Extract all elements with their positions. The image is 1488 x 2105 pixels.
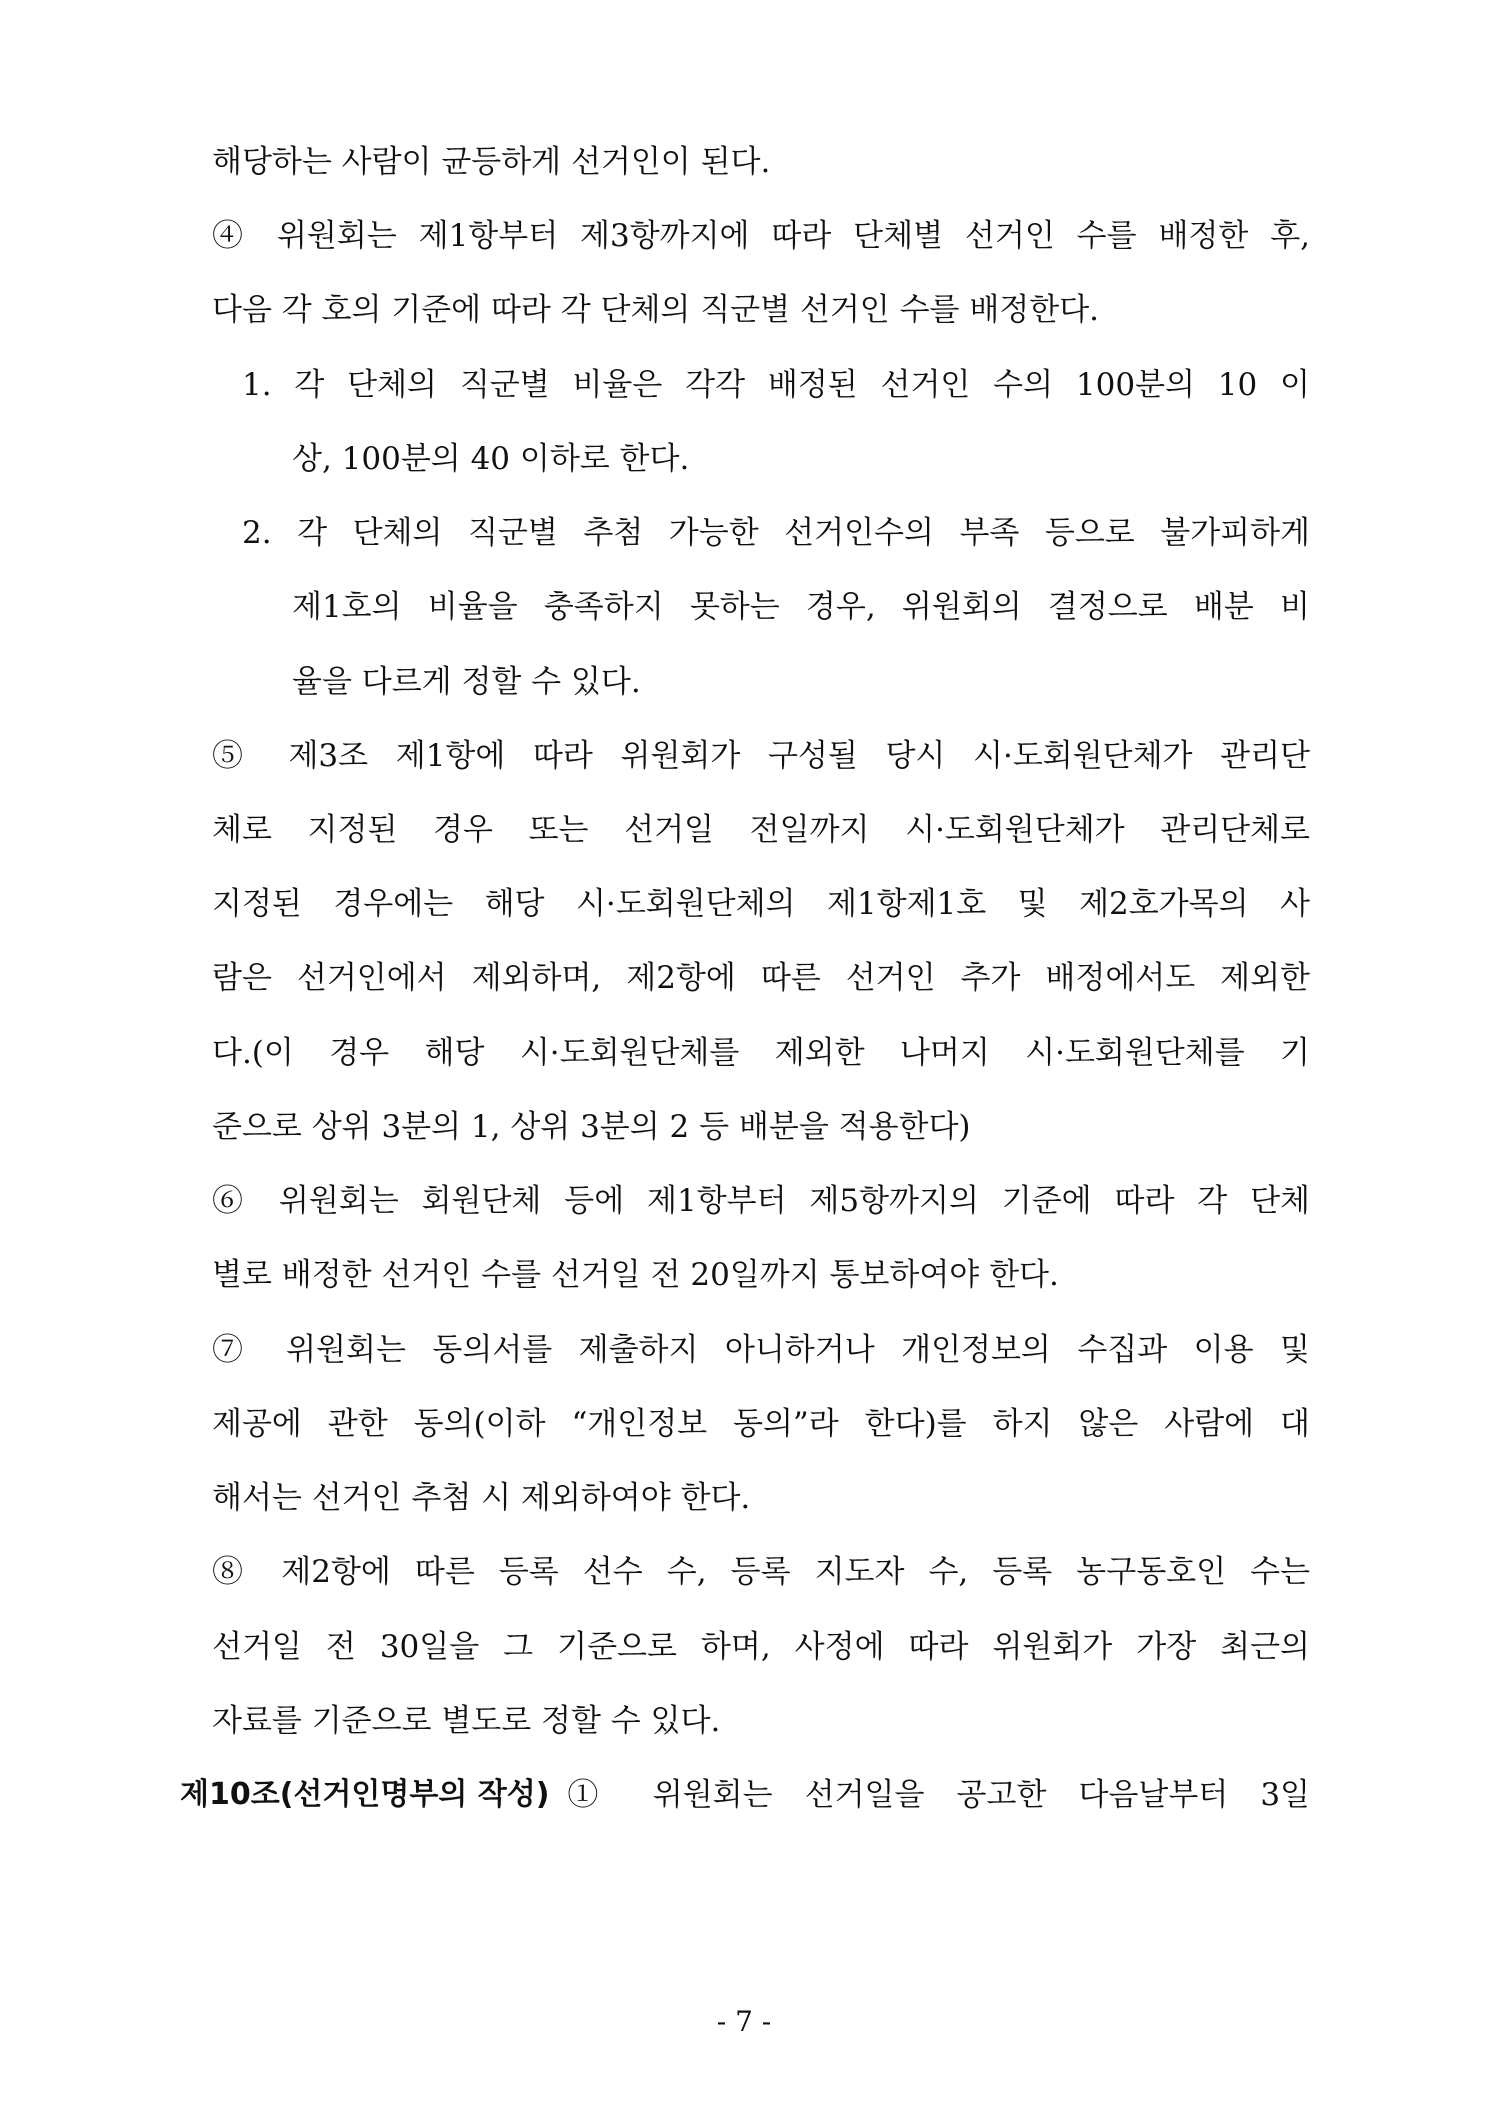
- text-line: 선거일 전 30일을 그 기준으로 하며, 사정에 따라 위원회가 가장 최근의: [212, 1629, 1310, 1665]
- paragraph-8-line: ⑧ 제2항에 따른 등록 선수 수, 등록 지도자 수, 등록 농구동호인 수는: [212, 1554, 1310, 1590]
- text-line: 율을 다르게 정할 수 있다.: [292, 664, 641, 700]
- paragraph-6-line: ⑥ 위원회는 회원단체 등에 제1항부터 제5항까지의 기준에 따라 각 단체: [212, 1183, 1310, 1219]
- text-line: 해당하는 사람이 균등하게 선거인이 된다.: [212, 144, 771, 180]
- text-line: 지정된 경우에는 해당 시·도회원단체의 제1항제1호 및 제2호가목의 사: [212, 886, 1310, 922]
- text-line: 제공에 관한 동의(이하 “개인정보 동의”라 한다)를 하지 않은 사람에 대: [212, 1406, 1310, 1442]
- text-line: 제1호의 비율을 충족하지 못하는 경우, 위원회의 결정으로 배분 비: [292, 589, 1310, 625]
- text-line: 준으로 상위 3분의 1, 상위 3분의 2 등 배분을 적용한다): [212, 1109, 971, 1145]
- paragraph-7-line: ⑦ 위원회는 동의서를 제출하지 아니하거나 개인정보의 수집과 이용 및: [212, 1332, 1310, 1368]
- text-line: 다음 각 호의 기준에 따라 각 단체의 직군별 선거인 수를 배정한다.: [212, 292, 1099, 328]
- page-number: - 7 -: [716, 2005, 772, 2038]
- item-2-line: 2. 각 단체의 직군별 추첨 가능한 선거인수의 부족 등으로 불가피하게: [242, 515, 1310, 551]
- item-1-line: 1. 각 단체의 직군별 비율은 각각 배정된 선거인 수의 100분의 10 이: [242, 367, 1310, 403]
- text-line: 다.(이 경우 해당 시·도회원단체를 제외한 나머지 시·도회원단체를 기: [212, 1035, 1310, 1071]
- article-10-text: ① 위원회는 선거일을 공고한 다음날부터 3일: [567, 1777, 1310, 1813]
- text-line: 람은 선거인에서 제외하며, 제2항에 따른 선거인 추가 배정에서도 제외한: [212, 960, 1310, 996]
- text-line: 상, 100분의 40 이하로 한다.: [292, 441, 690, 477]
- paragraph-4-line: ④ 위원회는 제1항부터 제3항까지에 따라 단체별 선거인 수를 배정한 후,: [212, 218, 1310, 254]
- text-line: 해서는 선거인 추첨 시 제외하여야 한다.: [212, 1480, 751, 1516]
- text-line: 체로 지정된 경우 또는 선거일 전일까지 시·도회원단체가 관리단체로: [212, 812, 1310, 848]
- article-10-line: [180, 1775, 1310, 1815]
- text-line: 별로 배정한 선거인 수를 선거일 전 20일까지 통보하여야 한다.: [212, 1257, 1059, 1293]
- article-10-heading: 제10조(선거인명부의 작성): [180, 1777, 550, 1812]
- text-line: 자료를 기준으로 별도로 정할 수 있다.: [212, 1703, 721, 1739]
- paragraph-5-line: ⑤ 제3조 제1항에 따라 위원회가 구성될 당시 시·도회원단체가 관리단: [212, 738, 1310, 774]
